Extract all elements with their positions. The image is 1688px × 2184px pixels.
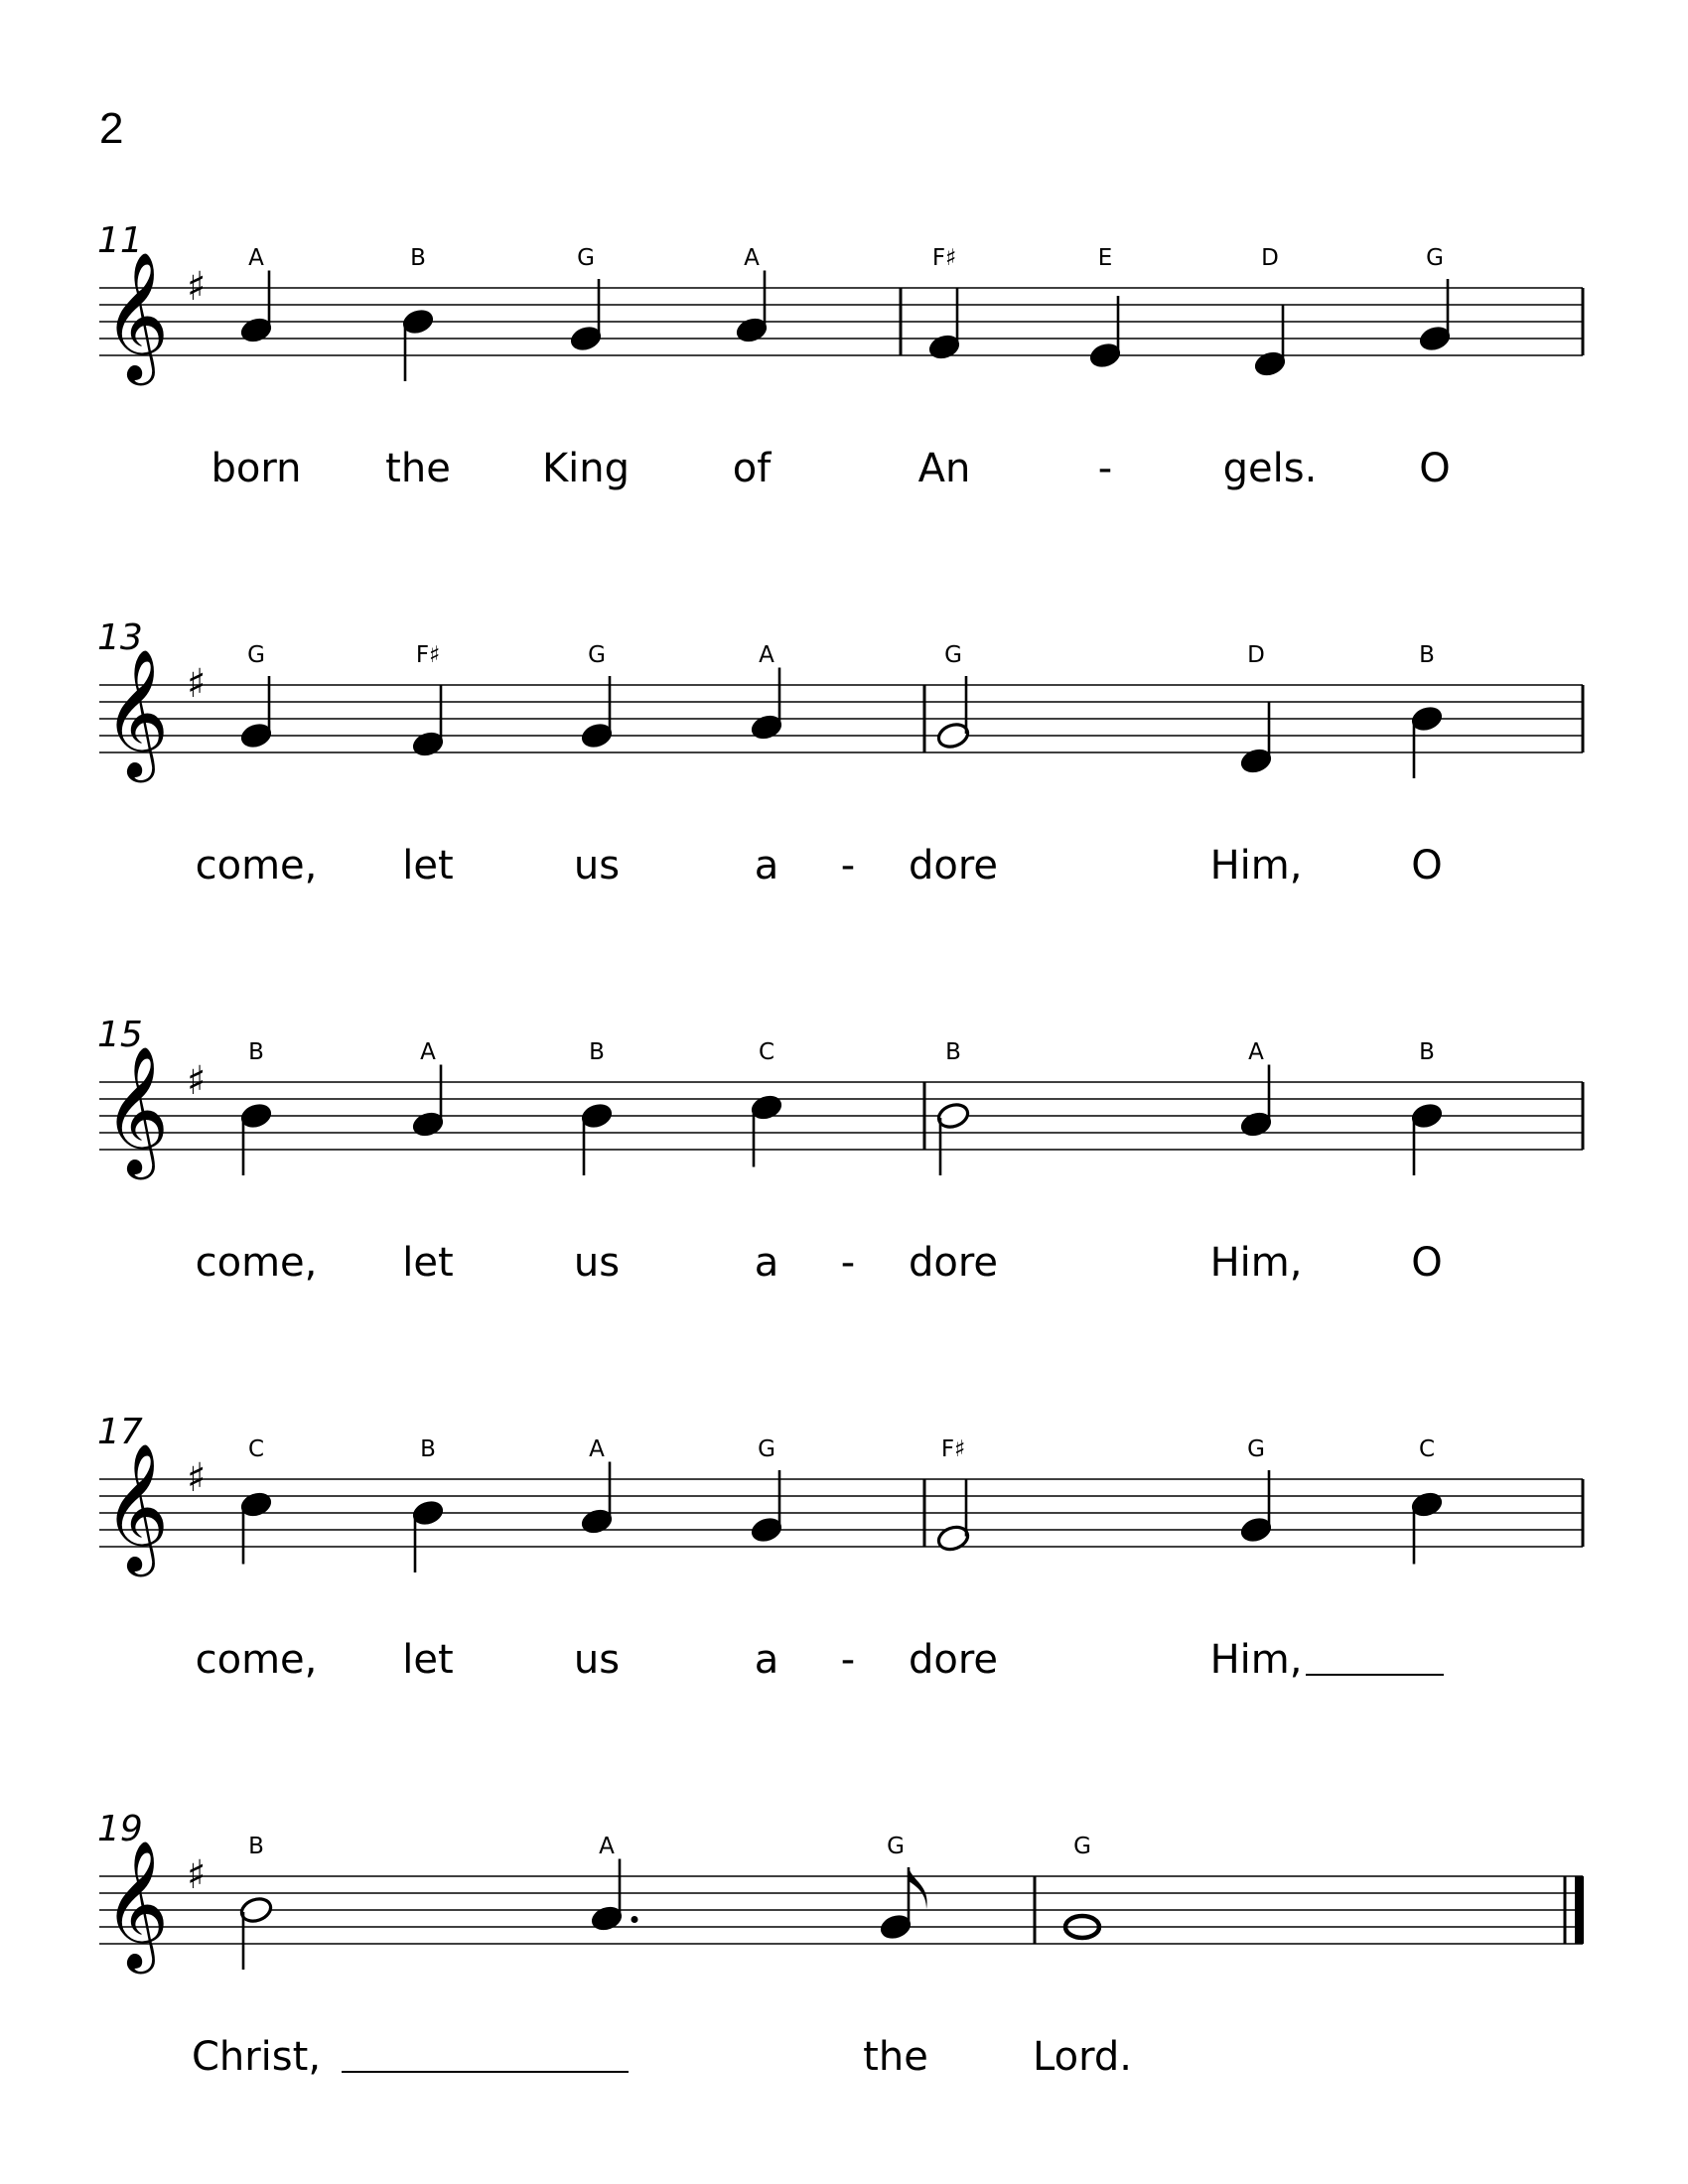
note-name-label: G <box>758 1436 775 1462</box>
lyric-syllable: come, <box>195 1240 318 1286</box>
note-name-label: G <box>588 642 606 668</box>
key-signature-sharp: ♯ <box>187 1058 207 1104</box>
key-signature-sharp: ♯ <box>187 1455 207 1501</box>
lyric-hyphen: - <box>840 843 856 888</box>
lyric-syllable: gels. <box>1222 446 1318 491</box>
staff-system <box>97 1015 1583 1286</box>
lyric-syllable: the <box>385 446 451 491</box>
note-name-label: B <box>945 1039 961 1065</box>
lyric-syllable: let <box>402 1637 454 1683</box>
note-name-label: G <box>577 245 595 271</box>
note-name-label: D <box>1261 245 1279 271</box>
key-signature-sharp: ♯ <box>187 264 207 310</box>
note-name-label: C <box>247 1436 265 1462</box>
lyric-syllable: let <box>402 843 454 888</box>
lyric-syllable: O <box>1411 1240 1443 1286</box>
lyric-syllable: dore <box>908 843 999 888</box>
note-name-label: B <box>420 1436 436 1462</box>
lyric-syllable: let <box>402 1240 454 1286</box>
staff-system <box>97 1412 1583 1683</box>
note-name-label: A <box>248 245 264 271</box>
note-name-label: B <box>410 245 426 271</box>
lyric-syllable: a <box>754 1240 779 1286</box>
lyric-syllable: - <box>1097 446 1113 491</box>
measure-number: 17 <box>97 1412 143 1452</box>
lyric-syllable: come, <box>195 843 318 888</box>
treble-clef: 𝄞 <box>103 648 170 777</box>
lyric-syllable: O <box>1419 446 1451 491</box>
note-name-label: C <box>1418 1436 1436 1462</box>
augmentation-dot <box>632 1916 638 1923</box>
note-name-label: F♯ <box>415 642 441 668</box>
lyric-syllable: Him, <box>1209 843 1303 888</box>
note-name-label: E <box>1097 245 1113 271</box>
lyric-syllable: us <box>573 1240 621 1286</box>
lyric-syllable: King <box>541 446 631 491</box>
note-name-label: A <box>759 642 774 668</box>
lyric-hyphen: - <box>840 1240 856 1286</box>
lyric-syllable: dore <box>908 1240 999 1286</box>
lyric-syllable: of <box>732 446 772 491</box>
note-name-label: F♯ <box>940 1436 966 1462</box>
staff-system <box>97 1809 1584 2080</box>
note-name-label: D <box>1247 642 1265 668</box>
lyric-syllable: a <box>754 1637 779 1683</box>
lyric-syllable: Lord. <box>1033 2034 1132 2080</box>
treble-clef: 𝄞 <box>103 251 170 380</box>
note-name-label: A <box>589 1436 605 1462</box>
note-name-label: G <box>1073 1834 1091 1859</box>
note-name-label: B <box>589 1039 605 1065</box>
note-name-label: A <box>420 1039 436 1065</box>
note-name-label: G <box>247 642 265 668</box>
lyric-syllable: O <box>1411 843 1443 888</box>
note-name-label: B <box>248 1039 264 1065</box>
lyric-syllable: An <box>917 446 971 491</box>
note-name-label: A <box>744 245 760 271</box>
lyric-syllable: Christ, <box>191 2034 322 2080</box>
note-name-label: G <box>1426 245 1444 271</box>
lyric-syllable: Him, <box>1209 1637 1303 1683</box>
note-name-label: B <box>1419 1039 1435 1065</box>
note-name-label: A <box>599 1834 615 1859</box>
lyric-syllable: born <box>211 446 302 491</box>
note-name-label: G <box>887 1834 905 1859</box>
measure-number: 15 <box>97 1015 143 1055</box>
treble-clef: 𝄞 <box>103 1442 170 1571</box>
note-name-label: B <box>1419 642 1435 668</box>
note-name-label: G <box>1247 1436 1265 1462</box>
treble-clef: 𝄞 <box>103 1045 170 1174</box>
staff-system <box>97 617 1583 888</box>
note-name-label: G <box>944 642 962 668</box>
page-number: 2 <box>99 104 124 153</box>
measure-number: 19 <box>97 1809 143 1849</box>
lyric-syllable: us <box>573 1637 621 1683</box>
key-signature-sharp: ♯ <box>187 661 207 707</box>
lyric-syllable: a <box>754 843 779 888</box>
measure-number: 13 <box>97 617 143 658</box>
note-name-label: B <box>248 1834 264 1859</box>
lyric-syllable: Him, <box>1209 1240 1303 1286</box>
note-name-label: C <box>758 1039 775 1065</box>
staff-system <box>97 220 1583 491</box>
flag <box>909 1867 927 1909</box>
final-barline <box>1575 1876 1584 1944</box>
note-name-label: A <box>1248 1039 1264 1065</box>
lyric-syllable: the <box>863 2034 928 2080</box>
lyric-syllable: us <box>573 843 621 888</box>
key-signature-sharp: ♯ <box>187 1852 207 1898</box>
note-name-label: F♯ <box>931 245 957 271</box>
lyric-syllable: come, <box>195 1637 318 1683</box>
measure-number: 11 <box>97 220 143 261</box>
treble-clef: 𝄞 <box>103 1840 170 1969</box>
lyric-hyphen: - <box>840 1637 856 1683</box>
lyric-syllable: dore <box>908 1637 999 1683</box>
